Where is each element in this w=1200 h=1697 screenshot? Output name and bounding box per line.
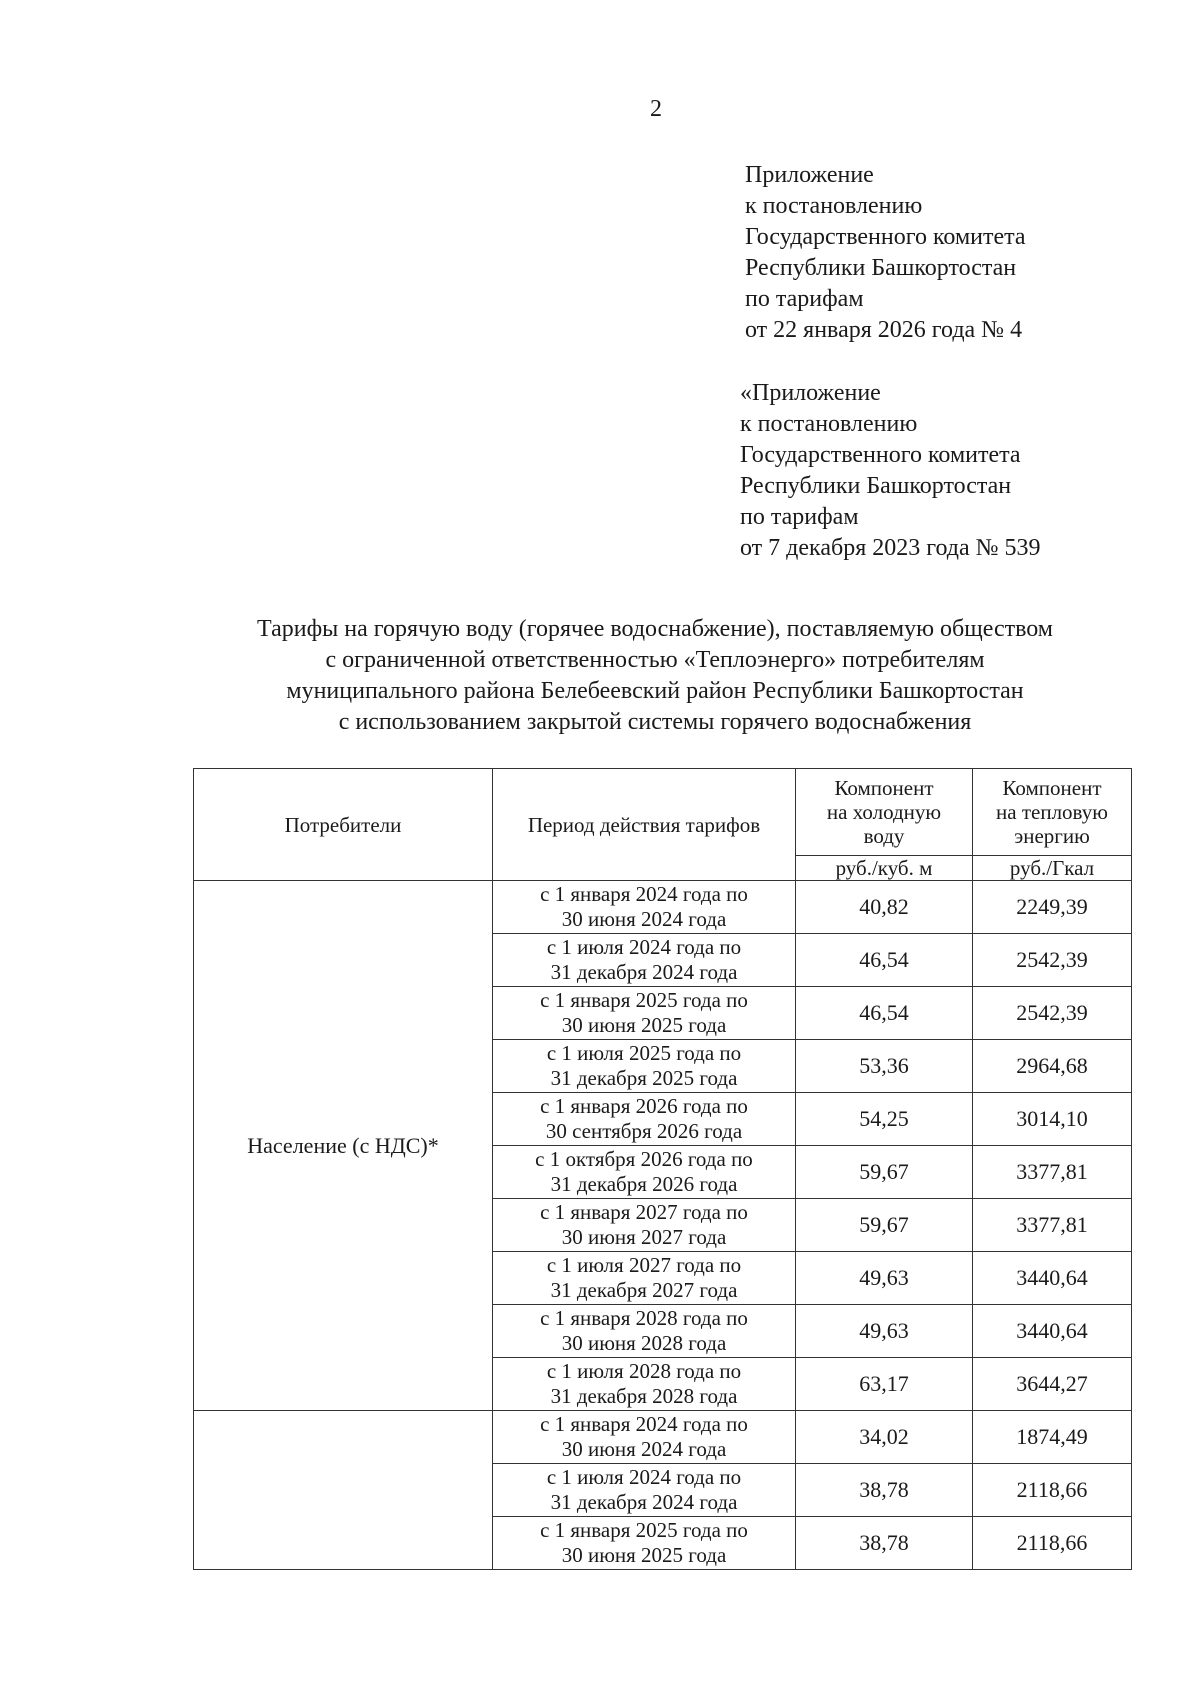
consumer-cell: Население (с НДС)* [194,881,493,1411]
heat-value-cell: 3440,64 [973,1305,1132,1358]
appendix-line: Республики Башкортостан [740,473,1012,499]
heat-value-cell: 2249,39 [973,881,1132,934]
period-cell: с 1 января 2025 года по 30 июня 2025 года [493,987,796,1040]
appendix-line: Государственного комитета [745,224,1026,250]
title-line: с ограниченной ответственностью «Теплоэнерго» потребителям [325,647,985,673]
cold-value-cell: 38,78 [796,1464,973,1517]
title-line: с использованием закрытой системы горячего водоснабжения [338,709,972,735]
table-row [194,1411,1132,1464]
period-cell: с 1 января 2026 года по 30 сентября 2026 года [493,1093,796,1146]
cold-value-cell: 49,63 [796,1252,973,1305]
page-number: 2 [650,96,662,122]
period-cell: с 1 июля 2025 года по 31 декабря 2025 года [493,1040,796,1093]
cold-value-cell: 53,36 [796,1040,973,1093]
header-cold-unit: руб./куб. м [796,856,973,881]
heat-value-cell: 2542,39 [973,987,1132,1040]
appendix-line: Государственного комитета [740,442,1021,468]
heat-value-cell: 2118,66 [973,1464,1132,1517]
appendix-line: «Приложение [740,380,881,406]
appendix-line: Республики Башкортостан [745,255,1017,281]
title-line: Тарифы на горячую воду (горячее водоснабжение), поставляемую обществом [257,616,1053,642]
cold-value-cell: 40,82 [796,881,973,934]
period-cell: с 1 января 2025 года по 30 июня 2025 года [493,1517,796,1570]
cold-value-cell: 38,78 [796,1517,973,1570]
heat-value-cell: 3377,81 [973,1199,1132,1252]
appendix-line: к постановлению [740,411,918,437]
title-line: муниципального района Белебеевский район Республики Башкортостан [286,678,1024,704]
header-line: воду [863,824,905,848]
appendix-line: Приложение [745,162,874,188]
period-cell: с 1 октября 2026 года по 31 декабря 2026 года [493,1146,796,1199]
period-cell: с 1 июля 2028 года по 31 декабря 2028 года [493,1358,796,1411]
period-cell: с 1 июля 2024 года по 31 декабря 2024 года [493,1464,796,1517]
header-heat-unit: руб./Гкал [973,856,1132,881]
appendix-block-original [740,378,1041,564]
appendix-line: по тарифам [740,504,859,530]
heat-value-cell: 3377,81 [973,1146,1132,1199]
period-cell: с 1 июля 2024 года по 31 декабря 2024 года [493,934,796,987]
header-heat [973,769,1132,856]
period-cell: с 1 июля 2027 года по 31 декабря 2027 года [493,1252,796,1305]
period-cell: с 1 января 2024 года по 30 июня 2024 года [493,881,796,934]
cold-value-cell: 46,54 [796,987,973,1040]
cold-value-cell: 59,67 [796,1146,973,1199]
header-line: энергию [1014,824,1090,848]
consumer-cell [194,1411,493,1570]
heat-value-cell: 2542,39 [973,934,1132,987]
period-cell: с 1 января 2028 года по 30 июня 2028 года [493,1305,796,1358]
tariff-table [193,768,1132,1570]
heat-value-cell: 3440,64 [973,1252,1132,1305]
heat-value-cell: 3014,10 [973,1093,1132,1146]
cold-value-cell: 46,54 [796,934,973,987]
header-line: Компонент [834,776,934,800]
period-cell: с 1 января 2027 года по 30 июня 2027 года [493,1199,796,1252]
table-row [194,881,1132,934]
cold-value-cell: 54,25 [796,1093,973,1146]
cold-value-cell: 59,67 [796,1199,973,1252]
appendix-block-current [745,160,1026,346]
heat-value-cell: 2118,66 [973,1517,1132,1570]
heat-value-cell: 2964,68 [973,1040,1132,1093]
appendix-line: от 7 декабря 2023 года № 539 [740,535,1041,561]
header-line: на тепловую [996,800,1108,824]
cold-value-cell: 34,02 [796,1411,973,1464]
heat-value-cell: 1874,49 [973,1411,1132,1464]
header-line: на холодную [826,800,942,824]
header-consumers: Потребители [194,769,493,881]
header-period: Период действия тарифов [493,769,796,881]
appendix-line: к постановлению [745,193,923,219]
cold-value-cell: 63,17 [796,1358,973,1411]
appendix-line: от 22 января 2026 года № 4 [745,317,1023,343]
cold-value-cell: 49,63 [796,1305,973,1358]
period-cell: с 1 января 2024 года по 30 июня 2024 года [493,1411,796,1464]
appendix-line: по тарифам [745,286,864,312]
header-cold-water [796,769,973,856]
document-title [150,614,1160,738]
header-line: Компонент [1002,776,1102,800]
heat-value-cell: 3644,27 [973,1358,1132,1411]
